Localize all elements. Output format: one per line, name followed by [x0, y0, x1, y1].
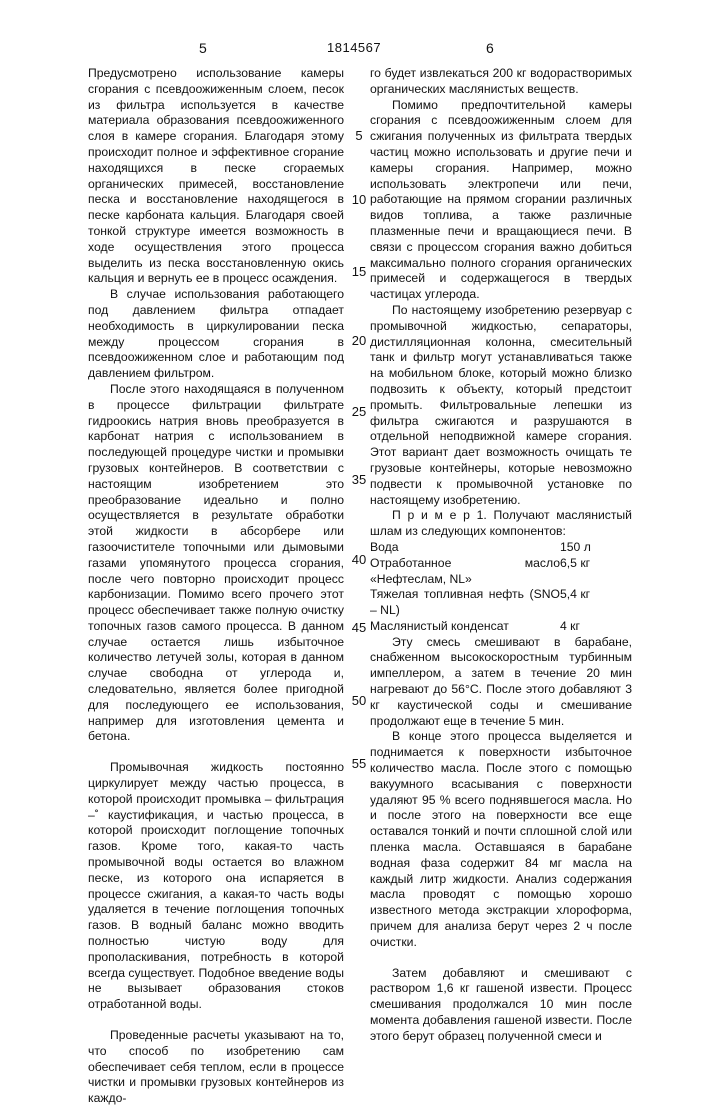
page-number-left: 5: [199, 40, 207, 56]
line-number: 15: [349, 264, 369, 279]
component-name: Вода: [370, 540, 560, 556]
left-paragraph-4: Промывочная жидкость постоянно циркулирует между частью процесса, в которой происходит промывка – фильтрация –˚ каустификация, и частью процесса, в которой происходит поглощение топочных газов. Кроме того, какая-то часть промывочной воды остается во влажном песке, из которого она испаряется в процессе сжигания, а какая-то часть воды удаляется в течение поглощения топочных газов. В водный баланс можно вводить полностью чистую воду для прополаскивания, потребность в которой всегда существует. Подобное введение воды не вызывает образования стоков отработанной воды.: [88, 760, 344, 1013]
line-number: 35: [349, 472, 369, 487]
line-number: 10: [349, 192, 369, 207]
line-number: 50: [349, 693, 369, 708]
left-paragraph-2: В случае использования работающего под давлением фильтра отпадает необходимость в циркулировании песка между процессом сгорания в псевдоожиженном слое и работающим под давлением фильтром.: [88, 287, 344, 382]
component-name: Отработанное масло «Нефтеслам, NL»: [370, 556, 560, 588]
line-number: 45: [349, 620, 369, 635]
document-page: [0, 0, 707, 1000]
left-column: [88, 66, 344, 1107]
component-row: [370, 587, 632, 619]
line-number: 20: [349, 333, 369, 348]
right-paragraph-5: Эту смесь смешивают в барабане, снабженном высокоскоростным турбинным импеллером, а затем в течение 20 мин нагревают до 56°С. После этого добавляют 3 кг каустической соды и смешивание продолжают еще в течение 5 мин.: [370, 635, 632, 730]
right-column: [370, 66, 632, 1045]
right-paragraph-3: По настоящему изобретению резервуар с промывочной жидкостью, сепараторы, дистилляционная колонна, смесительный танк и фильтр могут устанавливаться также на мобильном блоке, который можно близко подвозить к объекту, который предстоит промыть. Фильтровальные лепешки из фильтра сжигаются и разрушаются в отдельной неподвижной камере сгорания. Этот вариант дает возможность очищать те грузовые контейнеры, которые невозможно подвести к промывочной установке по настоящему изобретению.: [370, 303, 632, 508]
right-paragraph-2: Помимо предпочтительной камеры сгорания с псевдоожиженным слоем для сжигания полученных из фильтрата твердых частиц можно использовать и другие печи и камеры сгорания. Например, можно использовать электропечи или печи, работающие на прямом сгорании различных видов топлива, а также различные плазменные печи и вращающиеся печи. В связи с процессом сгорания важно добиться максимально полного сгорания органических примесей и содержащегося в твердых частицах углерода.: [370, 98, 632, 303]
right-paragraph-1: го будет извлекаться 200 кг водорастворимых органических маслянистых веществ.: [370, 66, 632, 98]
components-table: [370, 540, 632, 635]
right-paragraph-6: В конце этого процесса выделяется и поднимается к поверхности избыточное количество масла. После этого с помощью вакуумного всасывания с поверхности удаляют 95 % всего поднявшегося масла. Но и после этого на поверхности все еще оставался тонкий и почти сплошной слой или пленка масла. Оставшаяся в барабане водная фаза содержит 84 мг масла на каждый литр жидкости. Анализ содержания масла проводят с помощью хорошо известного метода экстракции хлороформа, причем для анализа берут через 2 ч после очистки.: [370, 729, 632, 950]
component-amount: 150 л: [560, 540, 632, 556]
component-name: Тяжелая топливная нефть (SNO – NL): [370, 587, 560, 619]
left-paragraph-1: Предусмотрено использование камеры сгорания с псевдоожиженным слоем, песок из фильтра используется в качестве материала образования псевдоожиженного слоя в камере сгорания. Благодаря этому происходит полное и эффективное сгорание находящихся в песке сгораемых органических примесей, восстановление песка и восстановление находящегося в песке карбоната кальция. Благодаря своей тонкой структуре имеется возможность в ходе осуществления этого процесса выделить из песка восстановленную окись кальция и вернуть ее в процесс осаждения.: [88, 66, 344, 287]
left-paragraph-5: Проведенные расчеты указывают на то, что способ по изобретению сам обеспечивает себя теплом, если в процессе чистки и промывки грузовых контейнеров из каждо-: [88, 1028, 344, 1107]
example-heading: П р и м е р 1. Получают маслянистый шлам из следующих компонентов:: [370, 508, 632, 540]
right-paragraph-7: Затем добавляют и смешивают с раствором 1,6 кг гашеной извести. Процесс смешивания продолжался 10 мин после момента добавления гашеной извести. После этого берут образец полученной смеси и: [370, 966, 632, 1045]
component-row: [370, 619, 632, 635]
line-number: 5: [349, 128, 369, 143]
component-row: [370, 556, 632, 588]
left-paragraph-3: После этого находящаяся в полученном в процессе фильтрации фильтрате гидроокись натрия вновь преобразуется в карбонат натрия с использованием в последующей процедуре чистки и промывки грузовых контейнеров. В соответствии с настоящим изобретением это преобразование идеально и полно осуществляется в результате обработки этой жидкости в абсорбере или газоочистителе топочными или дымовыми газами упомянутого процесса сгорания, после чего повторно происходит процесс карбонизации. Помимо всего прочего этот процесс обеспечивает также полную очистку топочных газов самого процесса. В данном случае остается лишь избыточное количество летучей золы, которая в данном случае свободна от углерода и, следовательно, является более пригодной для последующего ее использования, например для изготовления цемента и бетона.: [88, 382, 344, 745]
line-number: 40: [349, 552, 369, 567]
line-number: 25: [349, 404, 369, 419]
component-row: [370, 540, 632, 556]
page-number-right: 6: [486, 40, 494, 56]
component-amount: 6,5 кг: [560, 556, 632, 588]
component-amount: 5,4 кг: [560, 587, 632, 619]
patent-number: 1814567: [327, 40, 381, 55]
component-name: Маслянистый конденсат: [370, 619, 560, 635]
line-number: 55: [349, 756, 369, 771]
component-amount: 4 кг: [560, 619, 632, 635]
